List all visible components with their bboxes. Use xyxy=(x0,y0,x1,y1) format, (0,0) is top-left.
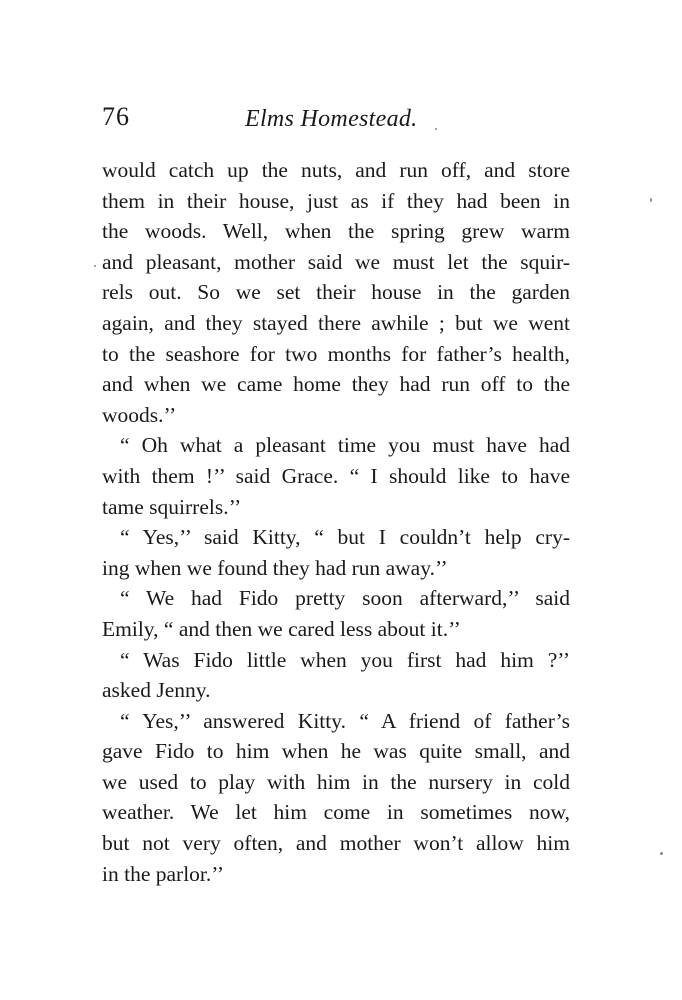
text-line: and when we came home they had run off to the xyxy=(102,372,570,397)
text-line: weather. We let him come in sometimes now, xyxy=(102,800,570,825)
text-line: the woods. Well, when the spring grew warm xyxy=(102,219,570,244)
running-head xyxy=(100,102,580,142)
text-line: asked Jenny. xyxy=(102,678,211,703)
text-line: “ Was Fido little when you first had him ?’’ xyxy=(120,647,570,672)
text-line: with them !’’ said Grace. “ I should like to have xyxy=(102,463,570,488)
text-line: again, and they stayed there awhile ; but we went xyxy=(102,310,570,335)
text-line: them in their house, just as if they had been in xyxy=(102,188,570,213)
text-line: and pleasant, mother said we must let the squir- xyxy=(102,249,570,274)
running-title: Elms Homestead. xyxy=(245,106,418,132)
paper-speck xyxy=(660,852,663,855)
text-line: Emily, “ and then we cared less about it.’’ xyxy=(102,616,461,641)
text-line: but not very often, and mother won’t allow him xyxy=(102,831,570,856)
text-line: tame squirrels.’’ xyxy=(102,494,242,519)
paper-speck xyxy=(435,128,437,130)
text-line: we used to play with him in the nursery in cold xyxy=(102,769,570,794)
body-text xyxy=(102,155,570,889)
page-number: 76 xyxy=(102,102,130,131)
text-line: “ We had Fido pretty soon afterward,’’ said xyxy=(120,586,570,611)
text-line: would catch up the nuts, and run off, and store xyxy=(102,158,570,182)
paper-speck xyxy=(650,198,652,202)
text-line: to the seashore for two months for father’s health, xyxy=(102,341,570,366)
text-line: in the parlor.’’ xyxy=(102,861,224,886)
text-line: rels out. So we set their house in the garden xyxy=(102,280,570,305)
text-line: woods.’’ xyxy=(102,402,177,427)
text-line: “ Yes,’’ answered Kitty. “ A friend of father’s xyxy=(120,708,570,733)
paper-speck xyxy=(94,265,96,267)
text-line: gave Fido to him when he was quite small, and xyxy=(102,739,570,764)
text-line: “ Yes,’’ said Kitty, “ but I couldn’t help cry- xyxy=(120,525,570,550)
text-line: ing when we found they had run away.’’ xyxy=(102,555,448,580)
text-line: “ Oh what a pleasant time you must have had xyxy=(120,433,570,458)
